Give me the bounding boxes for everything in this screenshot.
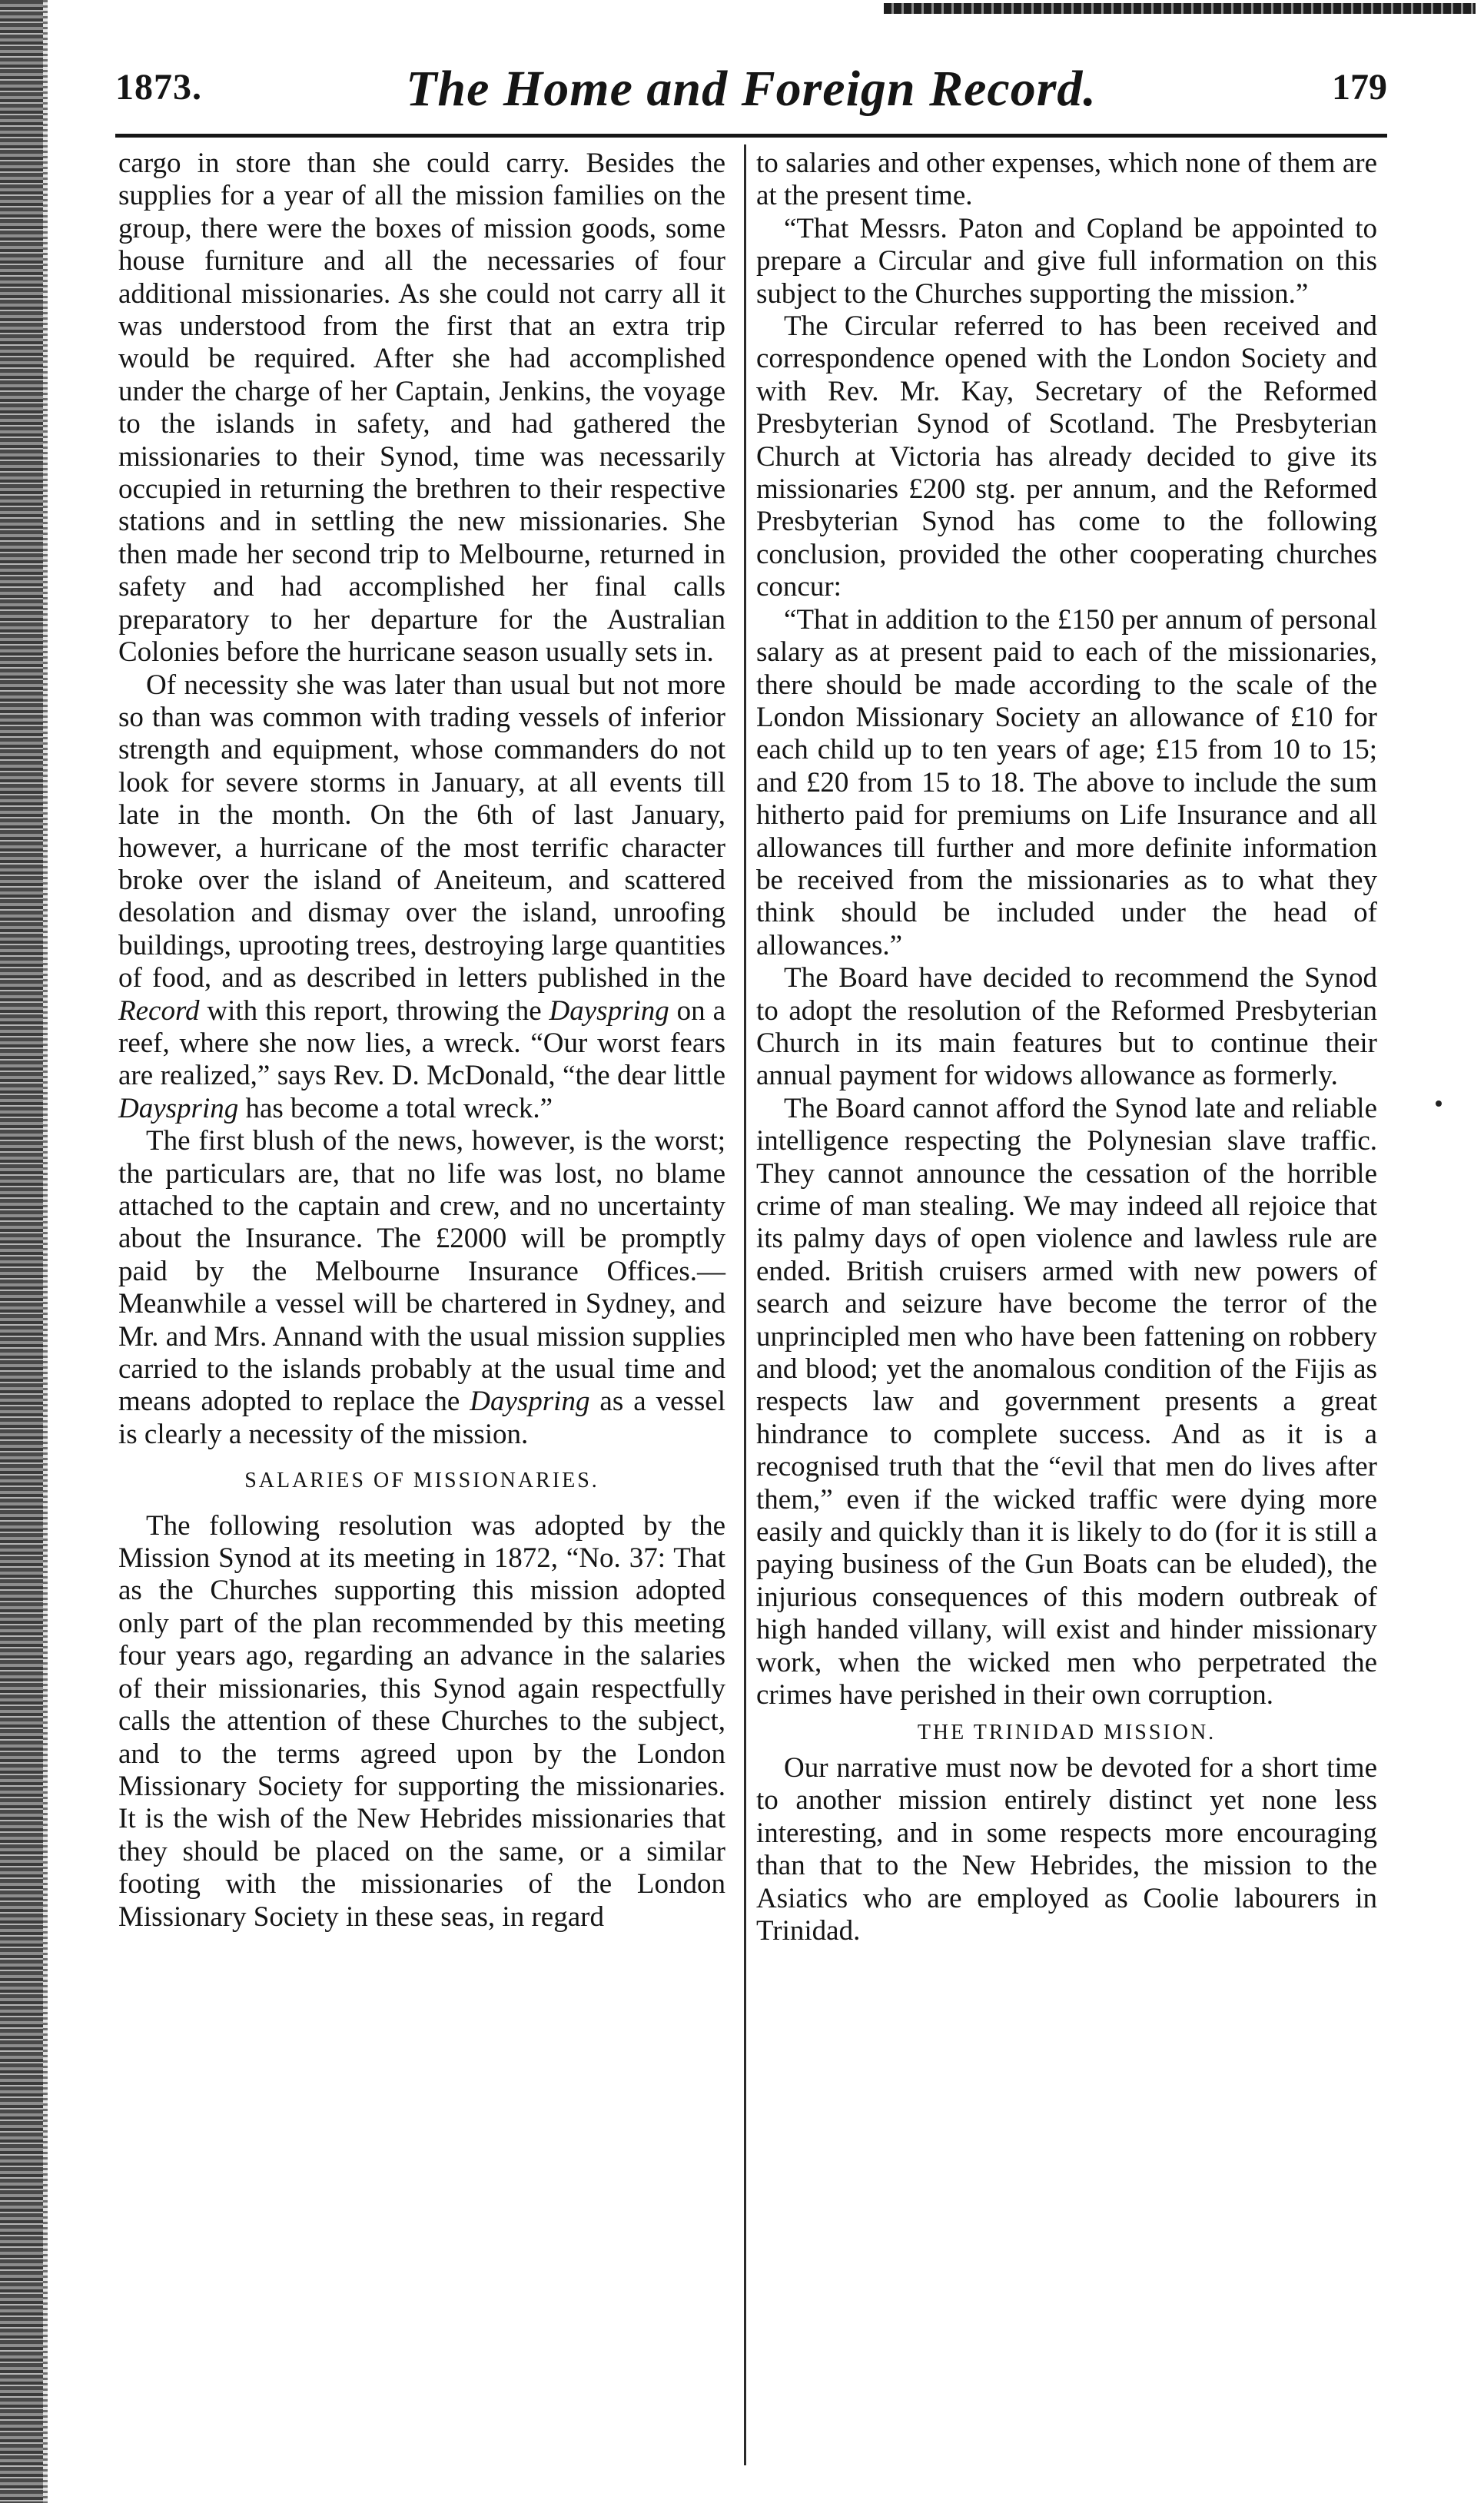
- torn-top-edge: [884, 3, 1476, 14]
- paragraph-cargo: cargo in store than she could carry. Besides the supplies for a year of all the mission families on the group, there were the boxes of mission goods, some house furniture and all the necessaries of four additional missionaries. As she could not carry all it was understood from the first that an extra trip would be required. After she had accomplished under the charge of her Captain, Jenkins, the voyage to the islands in safety, and had gathered the missionaries to their Synod, time was necessarily occupied in returning the brethren to their respective stations and in settling the new missionaries. She then made her second trip to Melbourne, returned in safety and had accomplished her final calls preparatory to her departure for the Australian Colonies before the hurricane season usually sets in.: [118, 148, 725, 669]
- text-run: Of necessity she was later than usual but not more so than was common with trading vessels of inferior strength and equipment, whose commanders do not look for severe storms in January, at all events till late in the month. On the 6th of last January, however, a hurricane of the most terrific character broke over the island of Aneiteum, and scattered desolation and dismay over the island, unroofing buildings, uprooting trees, destroying large quantities of food, and as described in letters published in the: [118, 669, 725, 994]
- text-run: with this report, throwing the: [199, 994, 549, 1027]
- italic-record: Record: [118, 994, 200, 1027]
- paragraph-hurricane: [118, 669, 725, 1126]
- running-header: [115, 60, 1387, 129]
- header-rule: [115, 134, 1387, 138]
- section-heading-trinidad: THE TRINIDAD MISSION.: [917, 1720, 1217, 1744]
- italic-dayspring: Dayspring: [470, 1386, 590, 1418]
- paragraph-resolution: The following resolution was adopted by the Mission Synod at its meeting in 1872, “No. 37: That as the Churches supporting this mission adopted only part of the plan recommended by this meeting four years ago, regarding an advance in the salaries of their missionaries, this Synod again respectfully calls the attention of these Churches to the subject, and to the terms agreed upon by the London Missionary Society for supporting the missionaries. It is the wish of the New Hebrides missionaries that they should be placed on the same, or a similar footing with the missionaries of the London Missionary Society in these seas, in regard: [118, 1509, 725, 1933]
- right-column: [756, 148, 1377, 1947]
- paragraph-circular: The Circular referred to has been received and correspondence opened with the London Society and with Rev. Mr. Kay, Secretary of the Reformed Presbyterian Synod of Scotland. The Presbyterian Church at Victoria has already decided to give its missionaries £200 stg. per annum, and the Reformed Presbyterian Synod has come to the following conclusion, provided the other cooperating churches concur:: [756, 310, 1377, 603]
- text-run: on a reef, where she now lies, a wreck. “Our worst fears are realized,” says Rev. D. McDonald, “the dear little: [118, 994, 725, 1092]
- paragraph-slave-traffic: The Board cannot afford the Synod late and reliable intelligence respecting the Polynesian slave traffic. They cannot announce the cessation of the horrible crime of man stealing. We may indeed all rejoice that its palmy days of open violence and lawless rule are ended. British cruisers armed with new powers of search and seizure have become the terror of the unprincipled men who have been fattening on robbery and blood; yet the anomalous condition of the Fijis as respects law and government presents a great hindrance to complete success. And as it is a recognised truth that the “evil that men do lives after them,” even if the wicked traffic were dying more easily and quickly than it is likely to do (for it is still a paying business of the Gun Boats can be eluded), the injurious consequences of this modern outbreak of high handed villany, will exist and hinder missionary work, when the wicked men who perpetrated the crimes have perished in their own corruption.: [756, 1092, 1377, 1711]
- left-column: [118, 148, 725, 1934]
- text-run: as a vessel is clearly a necessity of the mission.: [118, 1386, 725, 1450]
- paragraph-circular-resolution: “That Messrs. Paton and Copland be appointed to prepare a Circular and give full information on this subject to the Churches supporting the mission.”: [756, 212, 1377, 310]
- text-run: The first blush of the news, however, is the worst; the particulars are, that no life was lost, no blame attached to the captain and crew, and no uncertainty about the Insurance. The £2000 will be promptly paid by the Melbourne Insurance Offices.—Meanwhile a vessel will be chartered in Sydney, and Mr. and Mrs. Annand with the usual mission supplies carried to the islands probably at the usual time and means adopted to replace the: [118, 1125, 725, 1418]
- column-rule: [744, 144, 746, 2465]
- paragraph-trinidad: Our narrative must now be devoted for a short time to another mission entirely distinct yet none less interesting, and in some respects more encouraging than that to the New Hebrides, the mission to the Asiatics who are employed as Coolie labourers in Trinidad.: [756, 1751, 1377, 1947]
- paragraph-insurance: [118, 1125, 725, 1451]
- header-year: 1873.: [115, 67, 202, 108]
- paragraph-board-recommendation: The Board have decided to recommend the Synod to adopt the resolution of the Reformed Presbyterian Church in its main features but to continue their annual payment for widows allowance as formerly.: [756, 962, 1377, 1092]
- italic-dayspring: Dayspring: [549, 994, 669, 1027]
- ink-speck: [1436, 1100, 1442, 1107]
- header-title: The Home and Foreign Record.: [406, 61, 1097, 117]
- section-heading-salaries: SALARIES OF MISSIONARIES.: [244, 1469, 599, 1493]
- text-run: has become a total wreck.”: [238, 1092, 553, 1124]
- page-number: 179: [1332, 67, 1387, 108]
- paragraph-salaries-continued: to salaries and other expenses, which none of them are at the present time.: [756, 148, 1377, 212]
- italic-dayspring: Dayspring: [118, 1092, 239, 1124]
- binding-edge: [0, 0, 43, 2503]
- paragraph-allowances: “That in addition to the £150 per annum of personal salary as at present paid to each of the missionaries, there should be made according to the scale of the London Missionary Society an allowance of £10 for each child up to ten years of age; £15 from 10 to 15; and £20 from 15 to 18. The above to include the sum hitherto paid for premiums on Life Insurance and all allowances till further and more definite information be received from the missionaries as to what they think should be included under the head of allowances.”: [756, 603, 1377, 961]
